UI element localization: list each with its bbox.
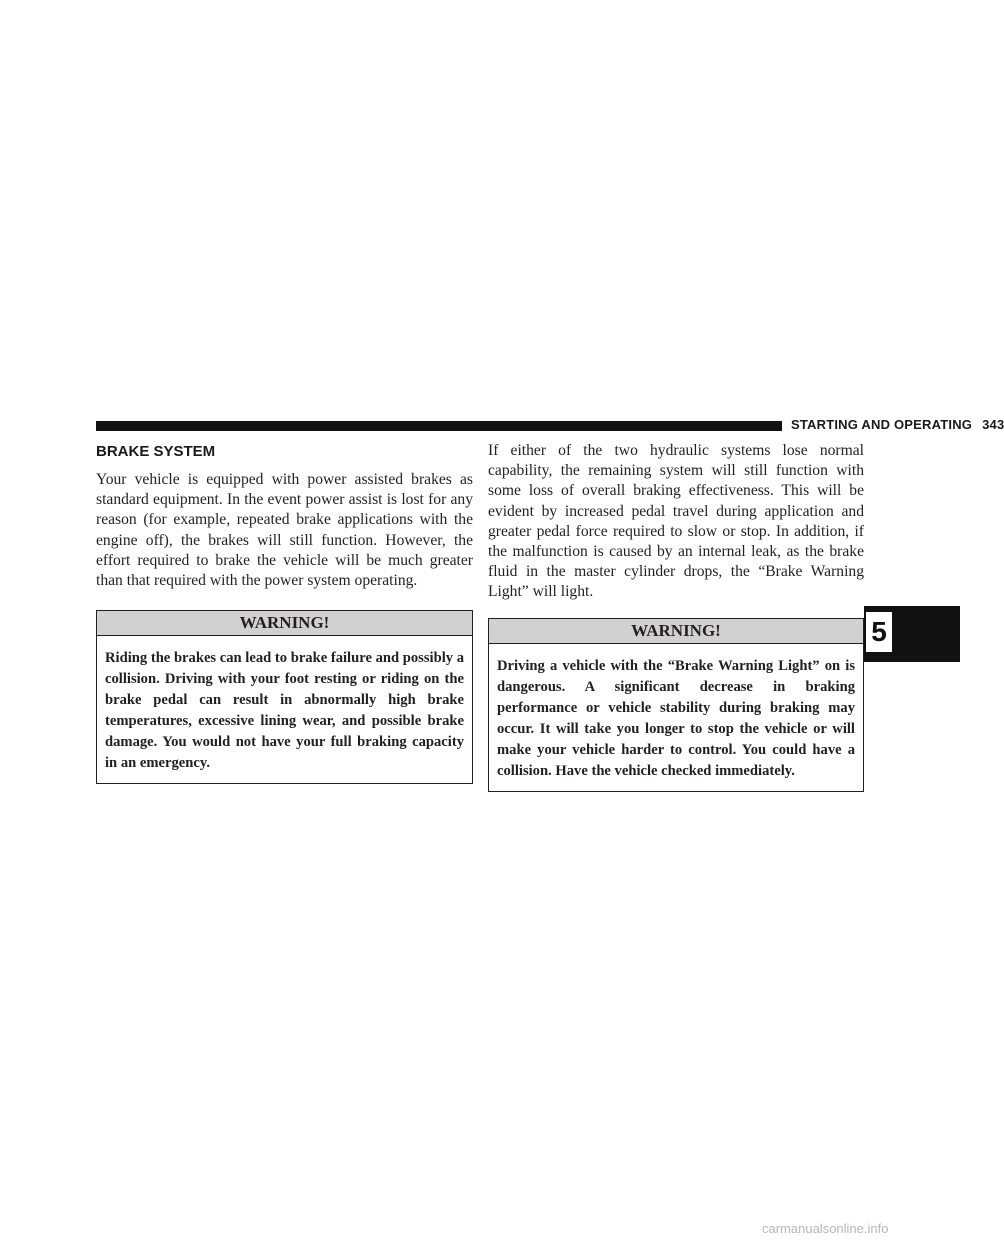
warning-text-right: Driving a vehicle with the “Brake Warning Light” on is dangerous. A significant decrease in braking performance or vehicle stability during braking may occur. It will take you longer to stop the vehicle or will make your vehicle harder to control. You could have a collision. Have the vehicle checked immediately. <box>497 657 855 779</box>
header-section-title: STARTING AND OPERATING <box>791 417 973 432</box>
warning-text-left: Riding the brakes can lead to brake failure and possibly a collision. Driving with your foot resting or riding on the brake pedal can result in abnormally high brake temperatures, excessive lining wear, and possible brake damage. You would not have your full braking capacity in an emergency. <box>105 650 464 772</box>
section-title: BRAKE SYSTEM <box>96 443 216 460</box>
left-column <box>96 438 473 784</box>
warning-box-right <box>488 618 864 792</box>
page-number: 343 <box>982 417 1004 432</box>
warning-heading-left: WARNING! <box>97 611 472 636</box>
warning-box-left <box>96 610 473 784</box>
running-header <box>791 417 1004 432</box>
intro-paragraph: Your vehicle is equipped with power assisted brakes as standard equipment. In the event power assist is lost for any reason (for example, repeated brake applications with the engine off), the brakes will still function. However, the effort required to brake the vehicle will be much greater than that required with the power system operating. <box>96 471 473 590</box>
watermark: carmanualsonline.info <box>762 1221 889 1236</box>
chapter-number: 5 <box>866 612 892 652</box>
right-column <box>488 441 864 792</box>
warning-heading-right: WARNING! <box>489 619 863 644</box>
hydraulic-paragraph: If either of the two hydraulic systems lose normal capability, the remaining system will still function with some loss of overall braking effectiveness. This will be evident by increased pedal travel during application and greater pedal force required to slow or stop. In addition, if the malfunction is caused by an internal leak, as the brake fluid in the master cylinder drops, the “Brake Warning Light” will light. <box>488 442 864 601</box>
header-rule <box>96 421 782 431</box>
